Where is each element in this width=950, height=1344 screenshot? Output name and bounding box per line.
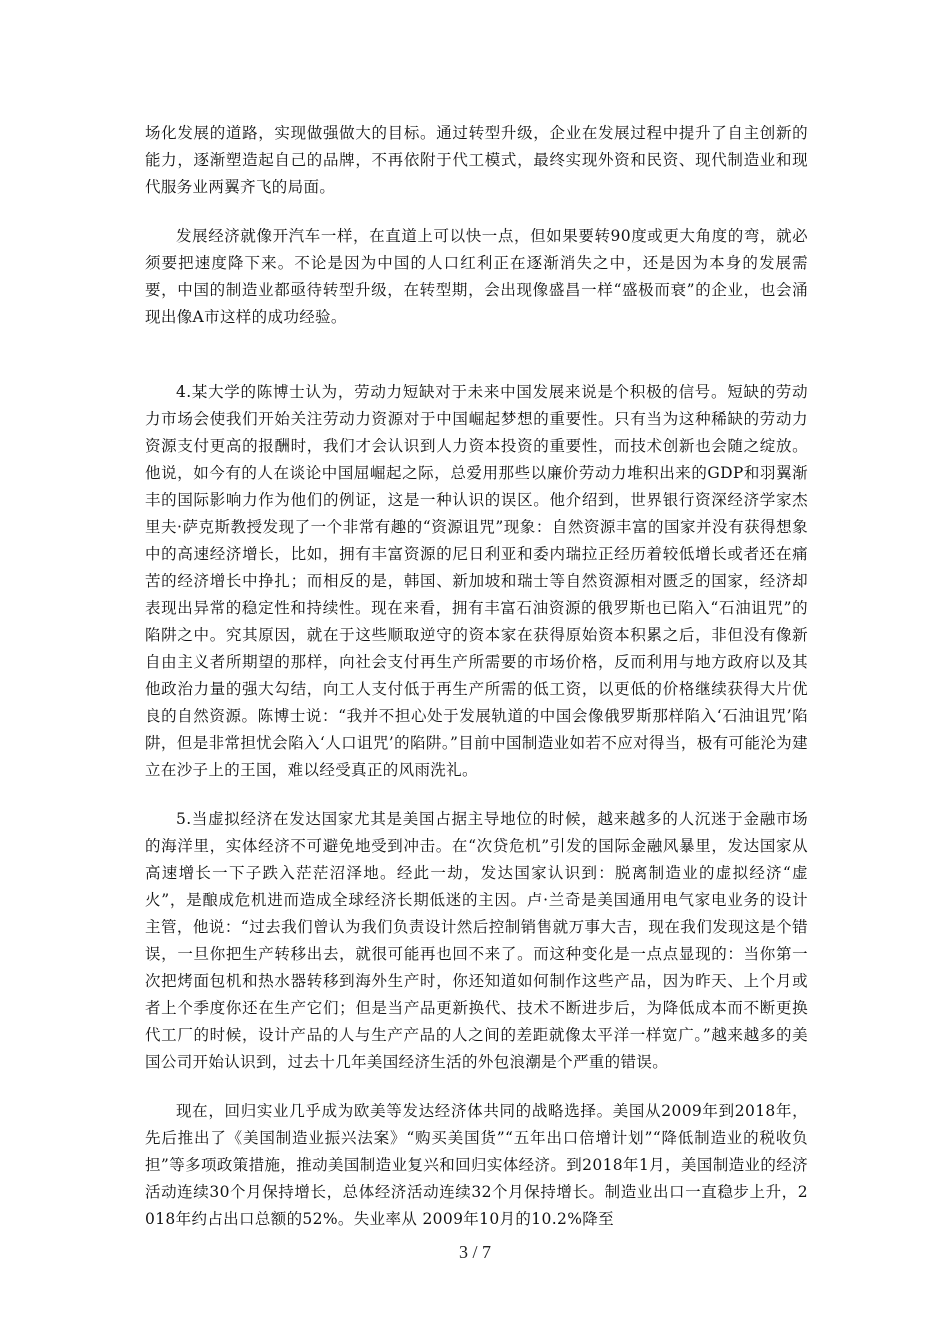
paragraph-item-4: 4.某大学的陈博士认为，劳动力短缺对于未来中国发展来说是个积极的信号。短缺的劳动力市场会使我们开始关注劳动力资源对于中国崛起梦想的重要性。只有当为这种稀缺的劳动力资源支付更高的报酬时，我们才会认识到人力资本投资的重要性，而技术创新也会随之绽放。他说，如今有的人在谈论中国屈崛起之际，总爱用那些以廉价劳动力堆积出来的GDP和羽翼渐丰的国际影响力作为他们的例证，这是一种认识的误区。他介绍到，世界银行资深经济学家杰里夫·萨克斯教授发现了一个非常有趣的“资源诅咒”现象：自然资源丰富的国家并没有获得想象中的高速经济增长，比如，拥有丰富资源的尼日利亚和委内瑞拉正经历着较低增长或者还在痛苦的经济增长中挣扎；而相反的是，韩国、新加坡和瑞士等自然资源相对匮乏的国家，经济却表现出异常的稳定性和持续性。现在来看，拥有丰富石油资源的俄罗斯也已陷入“石油诅咒”的陷阱之中。究其原因，就在于这些顺取逆守的资本家在获得原始资本积累之后，非但没有像新自由主义者所期望的那样，向社会支付再生产所需要的市场价格，反而利用与地方政府以及其他政治力量的强大勾结，向工人支付低于再生产所需的低工资，以更低的价格继续获得大片优良的自然资源。陈博士说：“我并不担心处于发展轨道的中国会像俄罗斯那样陷入‘石油诅咒’陷阱，但是非常担忧会陷入‘人口诅咒’的陷阱。”目前中国制造业如若不应对得当，极有可能沦为建立在沙子上的王国，难以经受真正的风雨洗礼。 bbox=[145, 383, 808, 779]
document-body bbox=[145, 120, 808, 1233]
paragraph-continuation: 场化发展的道路，实现做强做大的目标。通过转型升级，企业在发展过程中提升了自主创新的能力，逐渐塑造起自己的品牌，不再依附于代工模式，最终实现外资和民资、现代制造业和现代服务业两翼齐飞的局面。 bbox=[145, 124, 808, 196]
page-number: 3 / 7 bbox=[458, 1242, 491, 1262]
paragraph-driving-analogy: 发展经济就像开汽车一样，在直道上可以快一点，但如果要转90度或更大角度的弯，就必须要把速度降下来。不论是因为中国的人口红利正在逐渐消失之中，还是因为本身的发展需要，中国的制造业都亟待转型升级，在转型期，会出现像盛昌一样“盛极而衰”的企业，也会涌现出像A市这样的成功经验。 bbox=[145, 227, 808, 326]
paragraph-reindustrialization: 现在，回归实业几乎成为欧美等发达经济体共同的战略选择。美国从2009年到2018年，先后推出了《美国制造业振兴法案》“购买美国货”“五年出口倍增计划”“降低制造业的税收负担”等多项政策措施，推动美国制造业复兴和回归实体经济。到2018年1月，美国制造业的经济活动连续30个月保持增长，总体经济活动连续32个月保持增长。制造业出口一直稳步上升，2018年约占出口总额的52%。失业率从 2009年10月的10.2%降至 bbox=[145, 1102, 808, 1228]
paragraph-item-5: 5.当虚拟经济在发达国家尤其是美国占据主导地位的时候，越来越多的人沉迷于金融市场的海洋里，实体经济不可避免地受到冲击。在“次贷危机”引发的国际金融风暴里，发达国家从高速增长一下子跌入茫茫沼泽地。经此一劫，发达国家认识到：脱离制造业的虚拟经济“虚火”，是酿成危机进而造成全球经济长期低迷的主因。卢·兰奇是美国通用电气家电业务的设计主管，他说：“过去我们曾认为我们负责设计然后控制销售就万事大吉，现在我们发现这是个错误，一旦你把生产转移出去，就很可能再也回不来了。而这种变化是一点点显现的：当你第一次把烤面包机和热水器转移到海外生产时，你还知道如何制作这些产品，因为昨天、上个月或者上个季度你还在生产它们；但是当产品更新换代、技术不断进步后，为降低成本而不断更换代工厂的时候，设计产品的人与生产产品的人之间的差距就像太平洋一样宽广。”越来越多的美国公司开始认识到，过去十几年美国经济生活的外包浪潮是个严重的错误。 bbox=[145, 810, 808, 1071]
